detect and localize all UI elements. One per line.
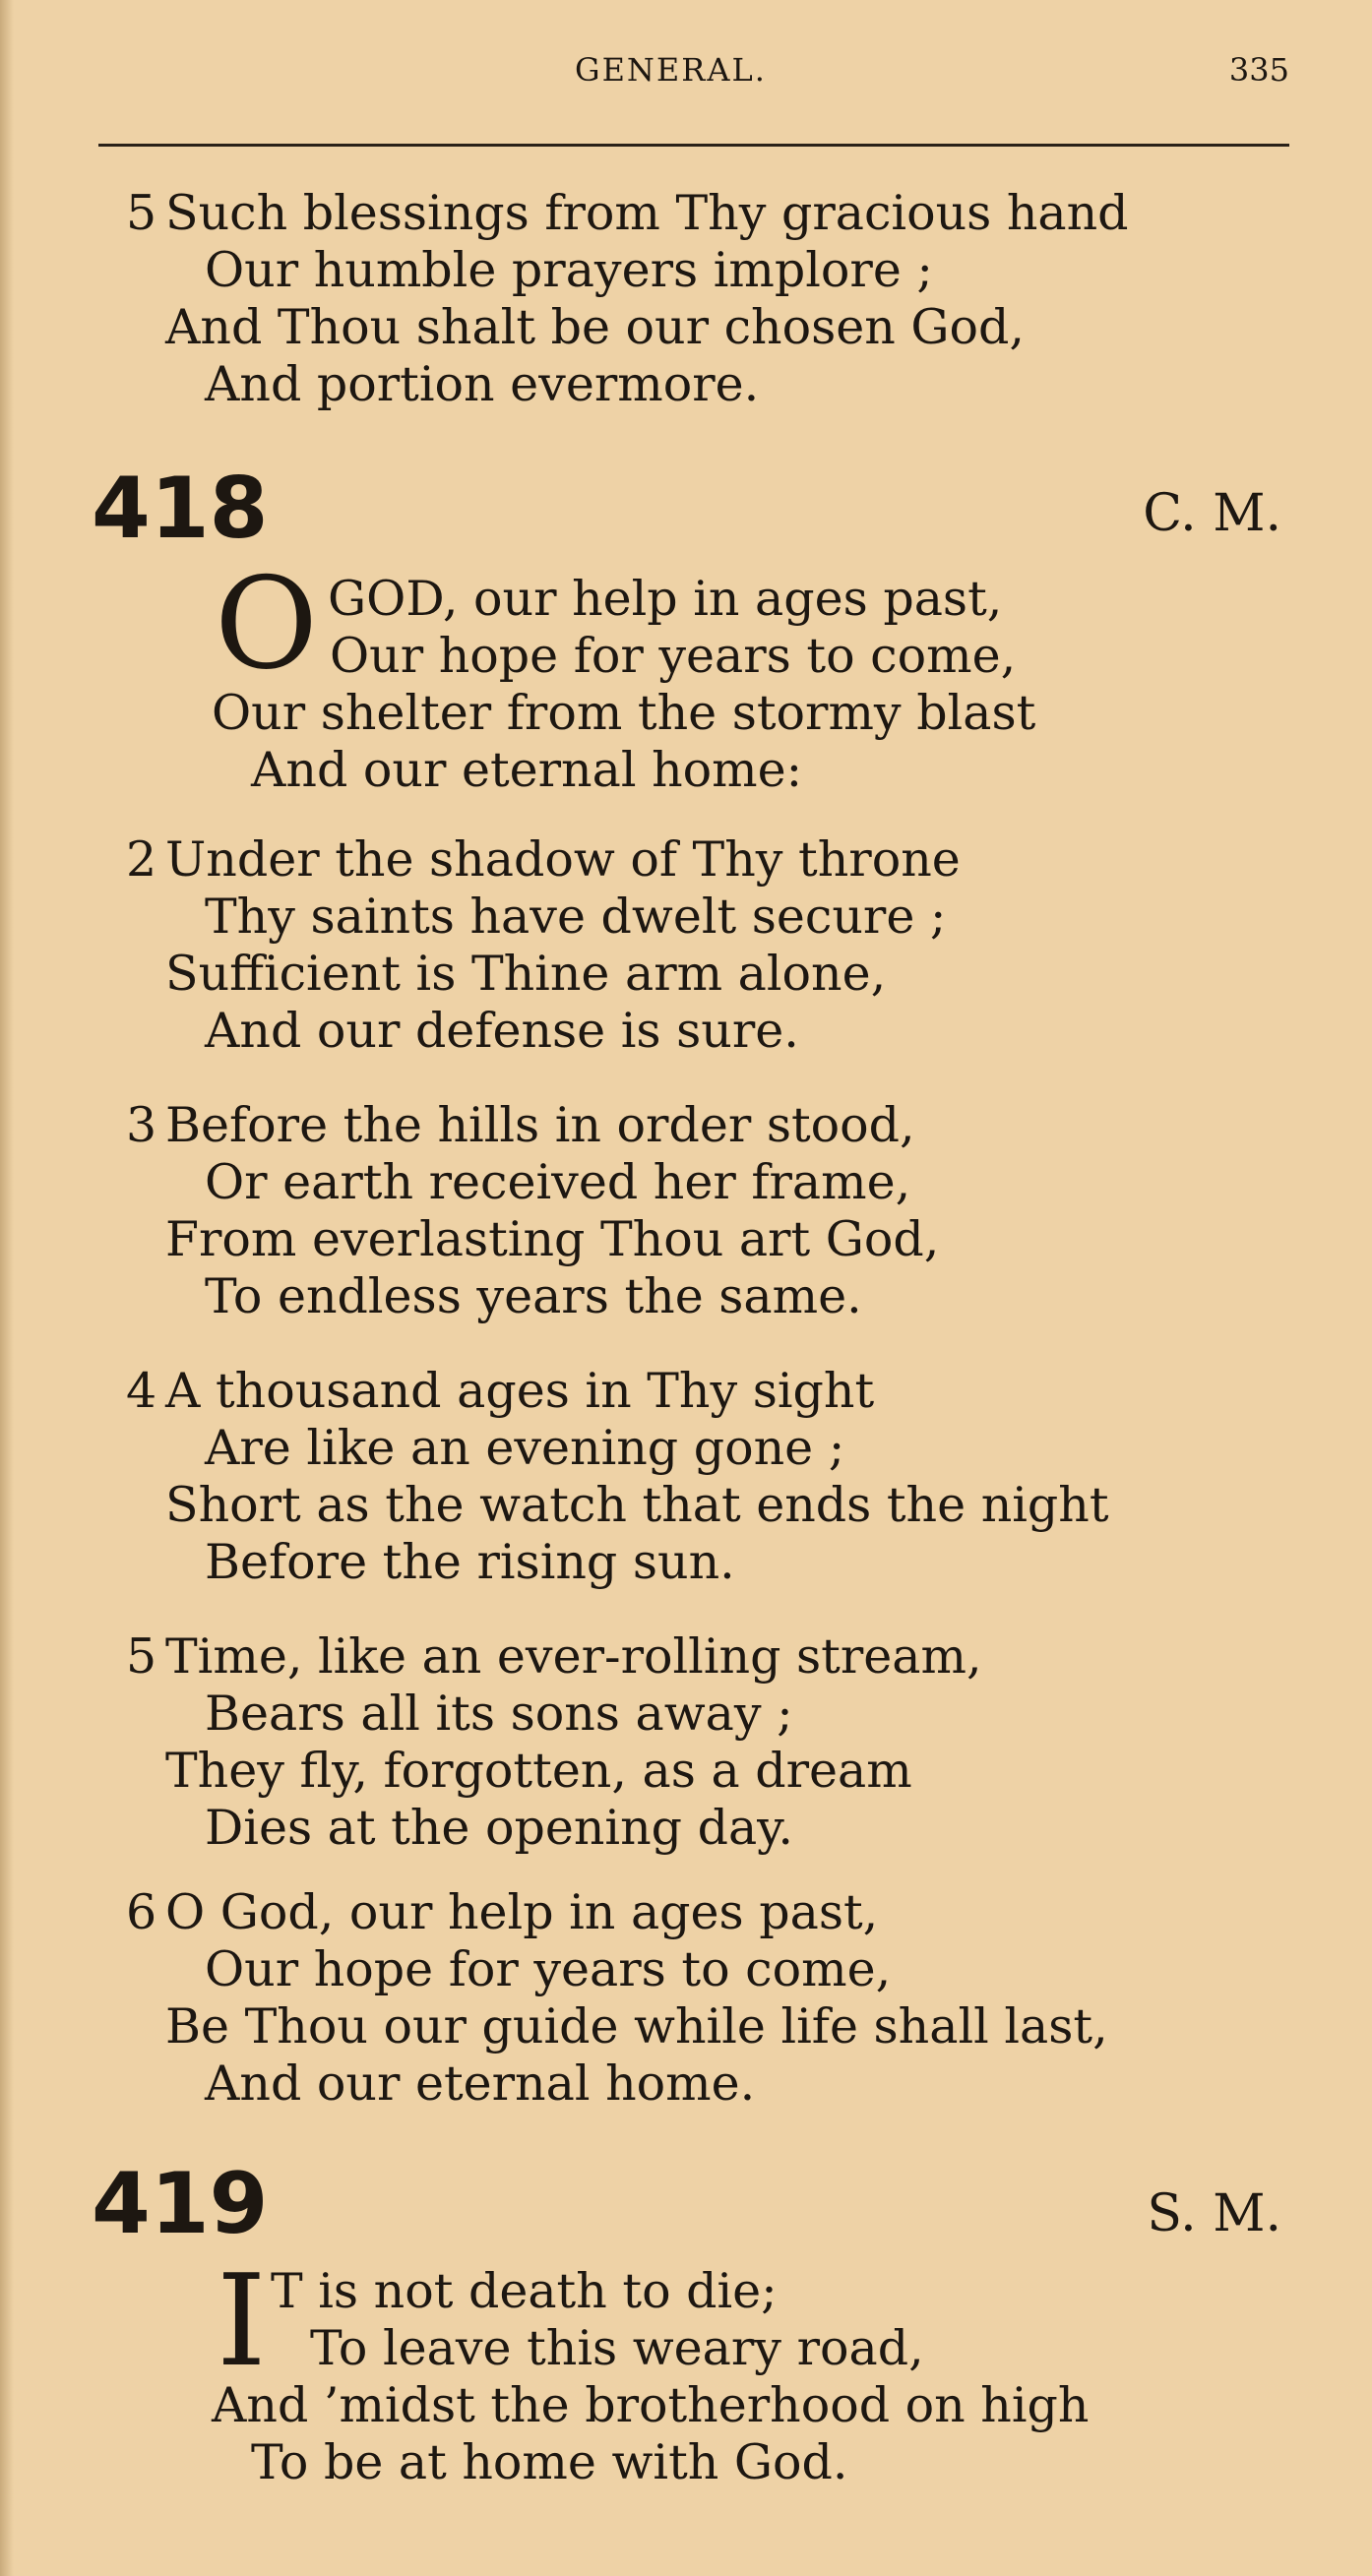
- hymn-418-stanza-5: [126, 1628, 1307, 1857]
- verse-number: 5: [126, 1628, 157, 1685]
- drop-cap: I: [217, 2248, 267, 2395]
- verse-line: Our hope for years to come,: [205, 1941, 892, 1997]
- verse-line: Under the shadow of Thy throne: [165, 831, 961, 888]
- verse-line: Be Thou our guide while life shall last,: [165, 1998, 1108, 2055]
- hymn-418-stanza-1: [212, 571, 1334, 799]
- verse-line: A thousand ages in Thy sight: [165, 1363, 875, 1419]
- verse-line: To endless years the same.: [205, 1268, 862, 1324]
- drop-cap: O: [215, 551, 318, 698]
- verse-line: To be at home with God.: [251, 2434, 848, 2490]
- verse-line: Short as the watch that ends the night: [165, 1477, 1109, 1533]
- verse-number: 3: [126, 1097, 157, 1153]
- running-title: GENERAL.: [575, 51, 767, 89]
- header-rule: [98, 144, 1289, 147]
- verse-line: They fly, forgotten, as a dream: [165, 1743, 912, 1799]
- verse-line: Are like an evening gone ;: [205, 1420, 845, 1476]
- verse-line: Bears all its sons away ;: [205, 1686, 793, 1742]
- page-header: [98, 51, 1289, 100]
- verse-number: 2: [126, 831, 157, 888]
- hymn-418-stanza-3: [126, 1097, 1307, 1325]
- hymn-419-stanza-1: [212, 2248, 1334, 2491]
- page-number: 335: [1228, 51, 1289, 89]
- verse-line: Time, like an ever-rolling stream,: [165, 1628, 982, 1685]
- verse-line: And our eternal home:: [251, 742, 803, 798]
- verse-line: To leave this weary road,: [310, 2320, 924, 2376]
- page-binding-shadow: [0, 0, 14, 2576]
- verse-number: 6: [126, 1884, 157, 1940]
- verse-line: GOD, our help in ages past,: [328, 571, 1003, 627]
- verse-line: Before the hills in order stood,: [165, 1097, 915, 1153]
- continued-stanza: [126, 185, 1307, 413]
- verse-line: Or earth received her frame,: [205, 1154, 911, 1210]
- hymn-meter-418: C. M.: [1143, 484, 1281, 543]
- hymn-418-stanza-4: [126, 1363, 1307, 1591]
- verse-number: 4: [126, 1363, 157, 1419]
- verse-number: 5: [126, 185, 157, 241]
- verse-line: Thy saints have dwelt secure ;: [205, 889, 947, 945]
- verse-line: Such blessings from Thy gracious hand: [165, 185, 1129, 241]
- verse-line: And our eternal home.: [205, 2055, 756, 2112]
- hymn-number-419: 419: [92, 2155, 269, 2253]
- hymn-number-418: 418: [92, 460, 269, 558]
- hymn-meter-419: S. M.: [1147, 2184, 1281, 2243]
- verse-line: Our shelter from the stormy blast: [212, 685, 1036, 741]
- hymn-418-stanza-2: [126, 831, 1307, 1060]
- verse-line: And portion evermore.: [205, 356, 760, 412]
- verse-line: Our humble prayers implore ;: [205, 242, 933, 298]
- verse-line: O God, our help in ages past,: [165, 1884, 879, 1940]
- verse-line: Our hope for years to come,: [330, 628, 1017, 684]
- verse-line: Before the rising sun.: [205, 1534, 735, 1590]
- verse-line: From everlasting Thou art God,: [165, 1211, 940, 1267]
- hymn-418-stanza-6: [126, 1884, 1307, 2113]
- verse-line: And ’midst the brotherhood on high: [212, 2377, 1090, 2433]
- verse-line: And Thou shalt be our chosen God,: [165, 299, 1025, 355]
- verse-line: And our defense is sure.: [205, 1003, 799, 1059]
- verse-line: Dies at the opening day.: [205, 1800, 793, 1856]
- verse-line: T is not death to die;: [271, 2263, 778, 2319]
- verse-line: Sufficient is Thine arm alone,: [165, 946, 887, 1002]
